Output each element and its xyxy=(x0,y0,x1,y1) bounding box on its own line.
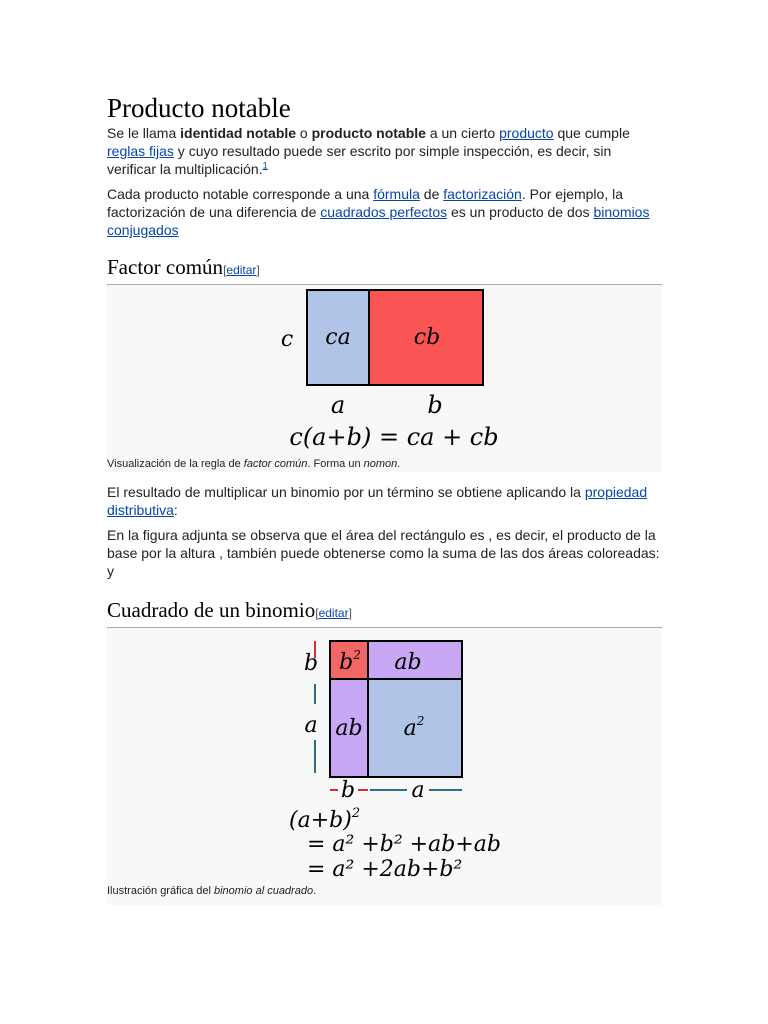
formula-line-2: = a² +b² +ab+ab xyxy=(307,832,501,857)
link-cuadrados-perfectos[interactable]: cuadrados perfectos xyxy=(320,204,448,220)
cell-ab-top-label: ab xyxy=(394,650,422,675)
bold-identidad: identidad notable xyxy=(180,125,297,141)
cell-b2-label: $b^2$ xyxy=(339,648,361,675)
figure-cuadrado-binomio xyxy=(107,628,662,905)
link-producto[interactable]: producto xyxy=(499,125,554,141)
intro-paragraph-1: Se le llama identidad notable o producto notable a un cierto producto que cumple reglas fijas y cuyo resultado puede ser escrito por simple inspección, es decir, sin verificar la multiplicación.$^1$ xyxy=(107,125,630,177)
bottom-label-b: b xyxy=(340,778,356,803)
caption-cuadrado-binomio: Ilustración gráfica del binomio al cuadrado. xyxy=(107,885,317,897)
bold-producto: producto notable xyxy=(311,125,426,141)
link-binomios-conjugados[interactable]: binomios conjugados xyxy=(107,204,650,238)
side-label-a: a xyxy=(304,713,318,738)
label-ca: ca xyxy=(325,325,351,350)
reference-link[interactable]: 1 xyxy=(262,160,268,171)
figure-factor-comun xyxy=(107,285,662,472)
side-label-b: b xyxy=(303,651,319,676)
article xyxy=(107,92,662,905)
formula-line-1: $(a+b)^2$ xyxy=(289,806,361,833)
section-heading-cuadrado-binomio: Cuadrado de un binomio[editar] xyxy=(107,597,662,628)
bottom-label-a: a xyxy=(411,778,425,803)
page-title: Producto notable xyxy=(107,93,291,123)
link-formula[interactable]: fórmula xyxy=(373,186,420,202)
link-propiedad-distributiva[interactable]: propiedad distributiva xyxy=(107,484,648,518)
label-bottom-a: a xyxy=(330,391,346,419)
caption-factor-comun: Visualización de la regla de factor común. Forma un nomon. xyxy=(107,458,401,470)
label-bottom-b: b xyxy=(427,391,443,419)
section-heading-factor-comun: Factor común[editar] xyxy=(107,254,662,285)
label-c: c xyxy=(280,327,294,352)
link-factorizacion[interactable]: factorización xyxy=(443,186,522,202)
intro-paragraph-2: Cada producto notable corresponde a una fórmula de factorización. Por ejemplo, la factorización de una diferencia de cuadrados perfectos es un producto de dos binomios conjugados xyxy=(107,186,650,238)
link-reglas-fijas[interactable]: reglas fijas xyxy=(107,143,174,159)
cell-ab-left-label: ab xyxy=(335,716,363,741)
factor-comun-diagram xyxy=(107,285,662,455)
paragraph-distributiva: El resultado de multiplicar un binomio por un término se obtiene aplicando la propiedad distributiva: xyxy=(107,484,648,518)
cuadrado-binomio-diagram xyxy=(107,628,662,888)
paragraph-figura-adjunta: En la figura adjunta se observa que el área del rectángulo es , es decir, el producto de la base por la altura , también puede obtenerse como la suma de las dos áreas coloreadas: y xyxy=(107,527,660,579)
edit-link-factor-comun[interactable]: editar xyxy=(226,263,257,277)
edit-link-cuadrado-binomio[interactable]: editar xyxy=(318,606,349,620)
formula-line-3: = a² +2ab+b² xyxy=(307,857,463,882)
cell-a2-label: $a^2$ xyxy=(403,714,425,741)
label-cb: cb xyxy=(413,325,441,350)
formula-factor-comun: c(a+b) = ca + cb xyxy=(289,423,499,451)
